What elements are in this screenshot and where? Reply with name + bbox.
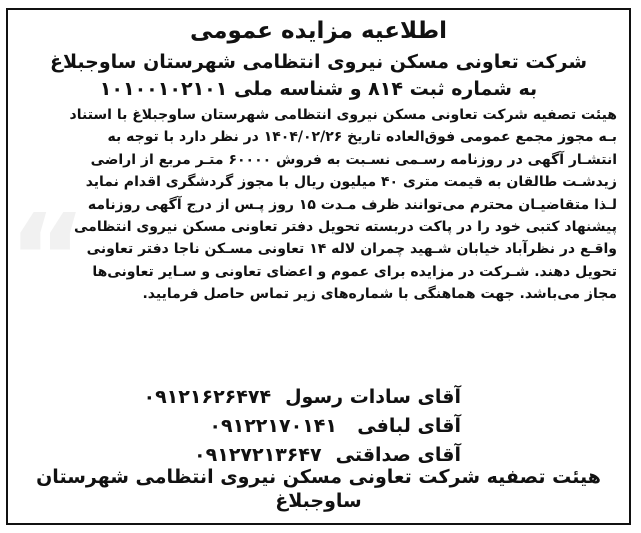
notice-frame — [6, 8, 631, 525]
contact-phone: ۰۹۱۲۲۱۷۰۱۴۱ — [209, 414, 337, 437]
contact-row — [141, 411, 461, 440]
body-line: پیشنهاد کتبی خود را در پاکت دربسته تحویل دفتر تعاونی مسکن نیروی انتظامی — [74, 219, 617, 236]
watermark-logo: “ — [8, 190, 87, 329]
notice-body — [18, 104, 617, 306]
body-line: مجاز می‌باشد. جهت هماهنگی با شماره‌های زیر تماس حاصل فرمایید. — [142, 286, 617, 303]
contact-name: آقای سادات رسول — [285, 385, 461, 408]
body-line: تحویل دهند. شـرکت در مزایده برای عموم و اعضای تعاونی و سـایر تعاونی‌ها — [92, 263, 617, 280]
contact-name: آقای صداقتی — [335, 443, 461, 466]
body-line: واقـع در نظرآباد خیابان شـهید چمران لاله ۱۴ تعاونی مسـکن ناجا دفتر تعاونی — [86, 241, 617, 258]
body-line: زیدشـت طالقان به قیمت متری ۴۰ میلیون ریال با مجوز گردشگری اقدام نماید — [85, 174, 617, 191]
contact-name: آقای لبافی — [357, 414, 461, 437]
contact-phone: ۰۹۱۲۱۶۲۶۴۷۴ — [143, 385, 272, 408]
body-line: هیئت تصفیه شرکت تعاونی مسکن نیروی انتظامی شهرستان ساوجبلاغ با استناد — [69, 107, 617, 123]
contact-list — [141, 382, 461, 469]
notice-footer: هیئت تصفیه شرکت تعاونی مسکن نیروی انتظامی شهرستان ساوجبلاغ — [36, 466, 601, 512]
contact-row — [141, 382, 461, 411]
notice-title: اطلاعیه مزایده عمومی — [189, 18, 448, 44]
body-line: لـذا متقاضیـان محترم می‌توانند ظرف مـدت ۱۵ روز پـس از درج آگهی روزنامه — [87, 196, 617, 213]
company-name: شرکت تعاونی مسکن نیروی انتظامی شهرستان ساوجبلاغ — [49, 51, 588, 73]
body-line: انتشـار آگهی در روزنامه رسـمی نسـبت به فروش ۶۰۰۰۰ متـر مربع از اراضی — [90, 151, 617, 168]
registration-info: به شماره ثبت ۸۱۴ و شناسه ملی ۱۰۱۰۰۱۰۲۱۰۱ — [99, 78, 538, 100]
contact-phone: ۰۹۱۲۷۲۱۳۶۴۷ — [194, 443, 322, 466]
body-line: بـه مجوز مجمع عمومی فوق‌العاده تاریخ ۱۴۰۴/۰۲/۲۶ در نظر دارد با توجه به — [107, 129, 617, 146]
